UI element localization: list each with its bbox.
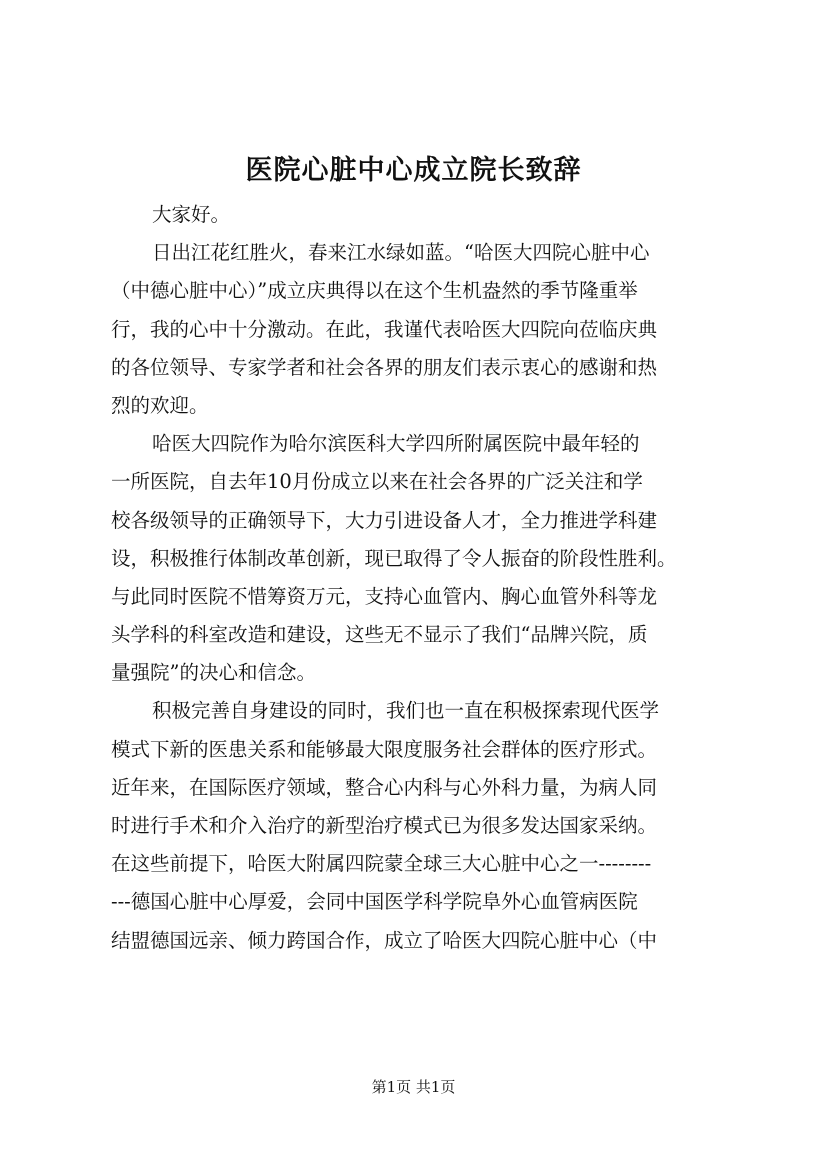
document-body	[111, 196, 726, 960]
text-line: （中德心脏中心）”成立庆典得以在这个生机盎然的季节隆重举	[111, 279, 638, 303]
text-line: 量强院”的决心和信念。	[111, 661, 316, 685]
text-line: 一所医院，自去年10月份成立以来在社会各界的广泛关注和学	[111, 470, 643, 494]
text-line: 近年来，在国际医疗领域，整合心内科与心外科力量，为病人同	[111, 775, 658, 799]
text-line: 头学科的科室改造和建设，这些无不显示了我们“品牌兴院，质	[111, 623, 648, 647]
text-line: 行，我的心中十分激动。在此，我谨代表哈医大四院向莅临庆典	[111, 317, 658, 341]
page-footer: 第1页 共1页	[371, 1078, 456, 1096]
text-line: 大家好。	[152, 203, 231, 226]
text-line: 与此同时医院不惜筹资万元，支持心血管内、胸心血管外科等龙	[111, 584, 658, 608]
text-line: 的各位领导、专家学者和社会各界的朋友们表示衷心的感谢和热	[111, 355, 658, 379]
document-title: 医院心脏中心成立院长致辞	[245, 155, 582, 186]
text-line: 积极完善自身建设的同时，我们也一直在积极探索现代医学	[152, 699, 660, 723]
text-line: 时进行手术和介入治疗的新型治疗模式已为很多发达国家采纳。	[111, 814, 658, 837]
text-line: 结盟德国远亲、倾力跨国合作，成立了哈医大四院心脏中心（中	[111, 928, 658, 952]
text-line: 日出江花红胜火，春来江水绿如蓝。“哈医大四院心脏中心	[152, 241, 650, 265]
text-line: 哈医大四院作为哈尔滨医科大学四所附属医院中最年轻的	[152, 432, 640, 456]
text-line: 烈的欢迎。	[111, 393, 209, 417]
text-line: 模式下新的医患关系和能够最大限度服务社会群体的医疗形式。	[111, 737, 658, 761]
text-line: 校各级领导的正确领导下，大力引进设备人才，全力推进学科建	[111, 508, 658, 532]
text-line: 设，积极推行体制改革创新，现已取得了令人振奋的阶段性胜利。	[111, 546, 677, 570]
text-line: ---德国心脏中心厚爱，会同中国医学科学院阜外心血管病医院	[111, 890, 638, 914]
text-line: 在这些前提下，哈医大附属四院蒙全球三大心脏中心之一--------	[111, 852, 652, 876]
